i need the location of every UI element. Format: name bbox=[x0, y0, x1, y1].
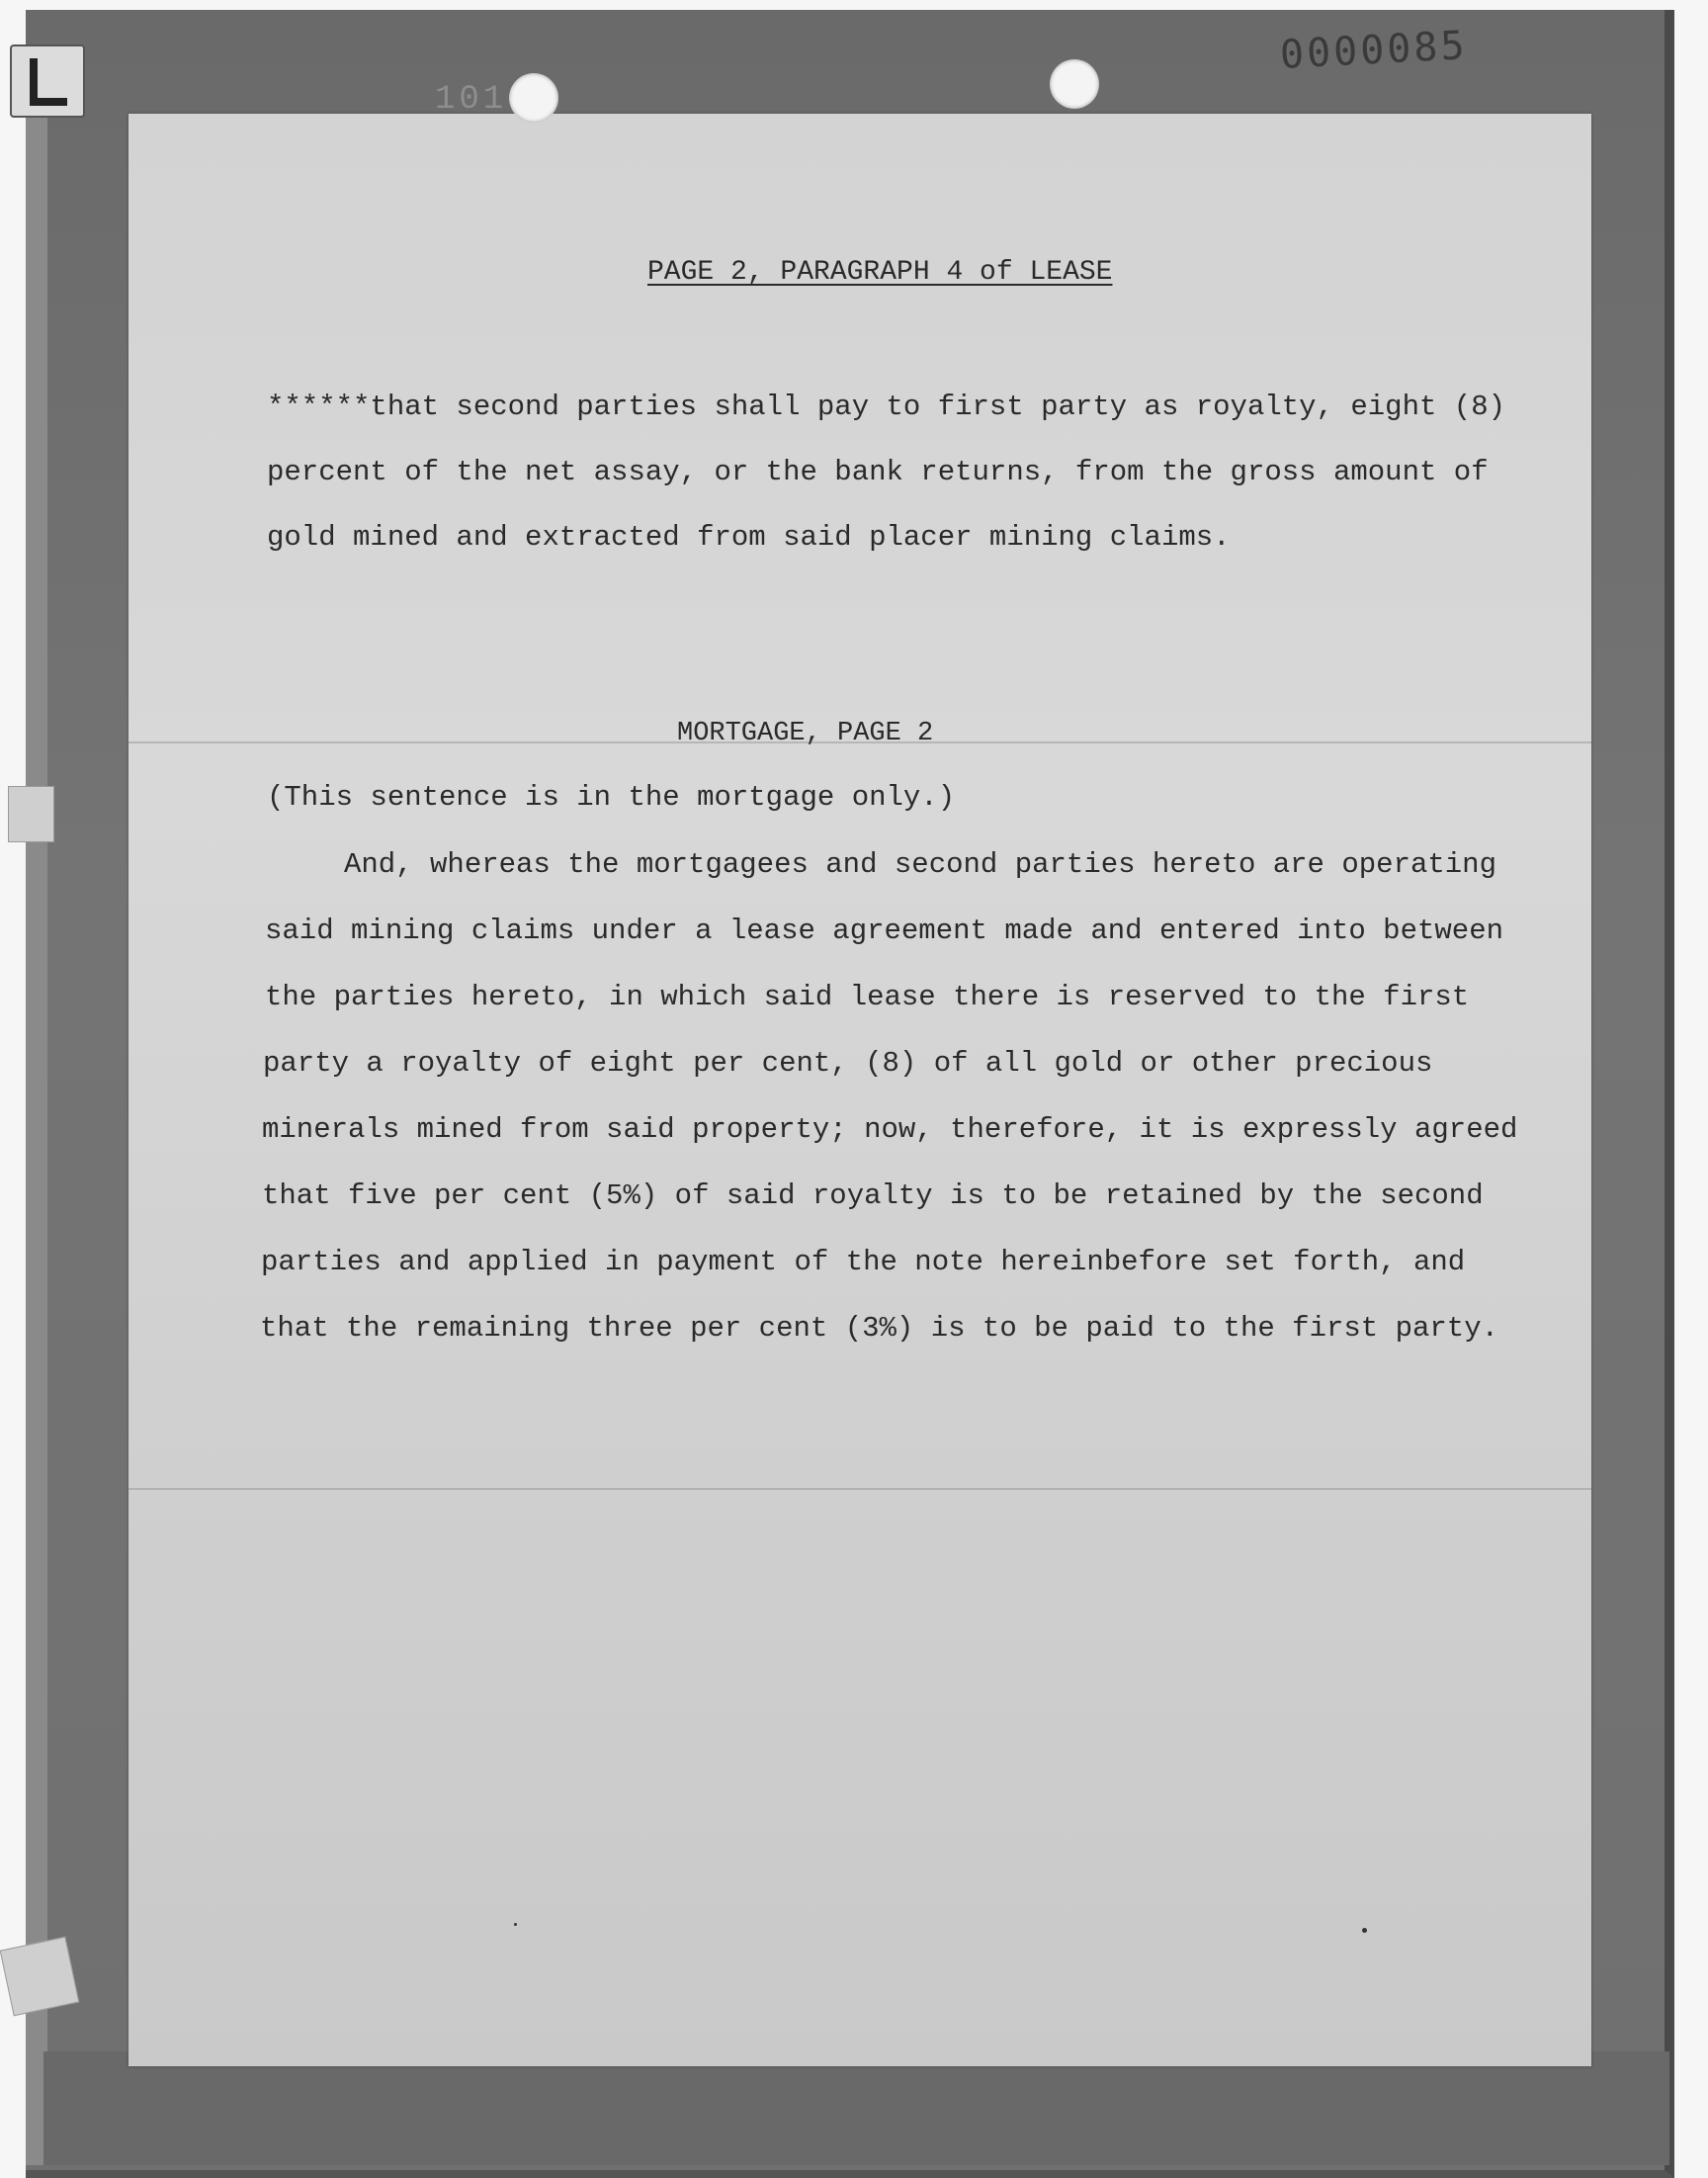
tape-piece-upper bbox=[8, 786, 54, 842]
mortgage-line-4: party a royalty of eight per cent, (8) of all gold or other precious bbox=[263, 1047, 1433, 1080]
mortgage-line-1: And, whereas the mortgagees and second parties hereto are operating bbox=[344, 848, 1496, 881]
paper-speck bbox=[1362, 1928, 1367, 1933]
board-edge-bottom bbox=[43, 2051, 1669, 2165]
board-edge-left bbox=[26, 109, 47, 2165]
mortgage-line-2: said mining claims under a lease agreement made and entered into between bbox=[265, 915, 1504, 947]
mortgage-line-5: minerals mined from said property; now, therefore, it is expressly agreed bbox=[262, 1113, 1518, 1146]
fold-line-lower bbox=[128, 1488, 1591, 1490]
punch-hole-right bbox=[1050, 59, 1099, 109]
lease-line-2: percent of the net assay, or the bank returns, from the gross amount of bbox=[267, 456, 1489, 488]
punch-hole-left bbox=[509, 73, 558, 123]
document-stamp-number: 0000085 bbox=[1278, 23, 1469, 78]
faint-page-number: 101 bbox=[435, 81, 508, 119]
paper-speck bbox=[514, 1923, 517, 1926]
mortgage-line-7: parties and applied in payment of the note hereinbefore set forth, and bbox=[261, 1246, 1466, 1278]
tape-piece-lower bbox=[0, 1937, 79, 2017]
binder-clip-icon bbox=[10, 44, 85, 118]
lease-line-3: gold mined and extracted from said placer mining claims. bbox=[267, 521, 1231, 554]
mortgage-line-8: that the remaining three per cent (3%) is to be paid to the first party. bbox=[260, 1312, 1499, 1345]
lease-line-1: ******that second parties shall pay to first party as royalty, eight (8) bbox=[267, 391, 1506, 423]
mortgage-heading: MORTGAGE, PAGE 2 bbox=[677, 719, 934, 748]
mortgage-note: (This sentence is in the mortgage only.) bbox=[267, 781, 956, 814]
lease-heading: PAGE 2, PARAGRAPH 4 of LEASE bbox=[647, 257, 1113, 288]
mortgage-line-3: the parties hereto, in which said lease there is reserved to the first bbox=[265, 981, 1470, 1013]
mortgage-line-6: that five per cent (5%) of said royalty is to be retained by the second bbox=[262, 1179, 1484, 1212]
